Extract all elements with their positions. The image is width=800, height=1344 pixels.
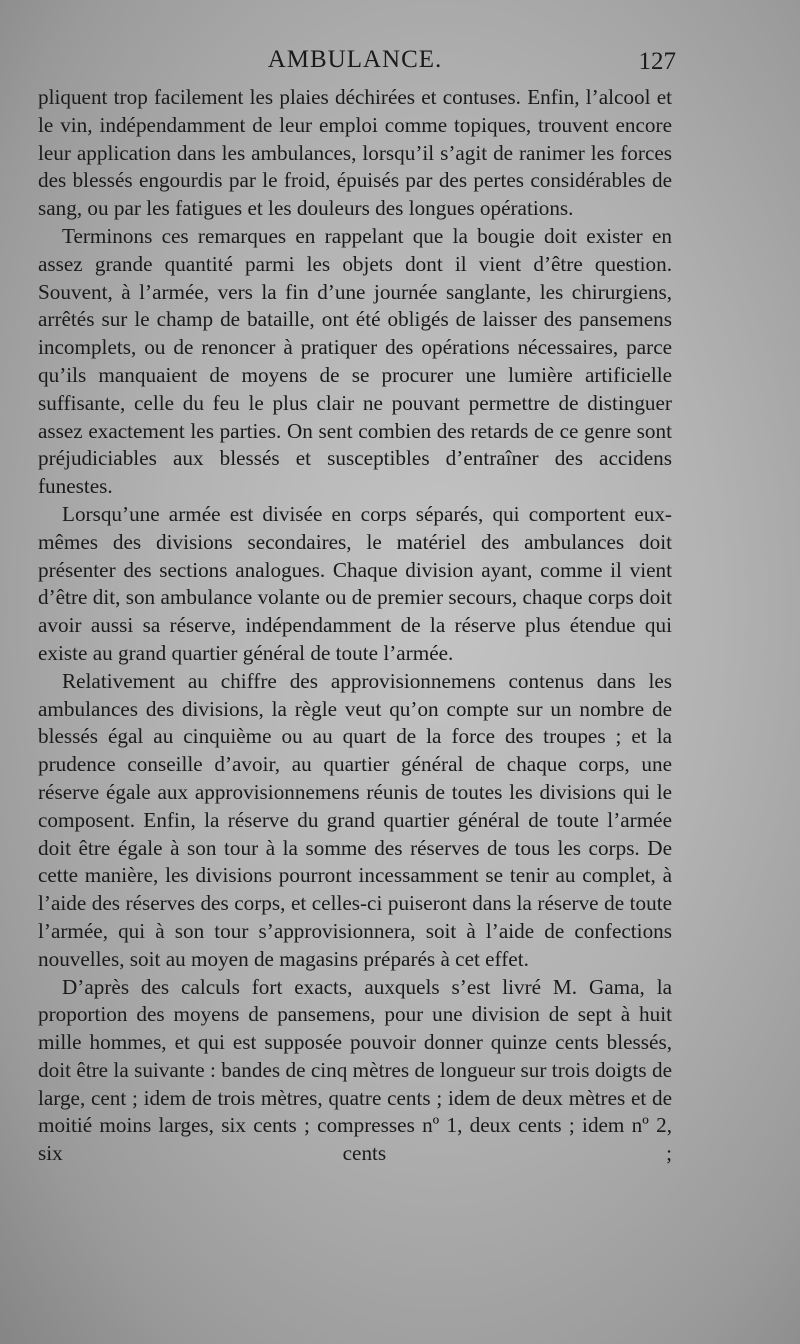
book-page [38, 44, 676, 1168]
paragraph-alcohol-wine: pliquent trop facilement les plaies déchirées et contuses. Enfin, l’alcool et le vin, indépendamment de leur emploi comme topiques, trouvent encore leur application dans les ambulances, lorsqu’il s’agit de ranimer les forces des blessés engourdis par le froid, épuisés par des pertes considérables de sang, ou par les fatigues et les douleurs des longues opérations. [38, 85, 672, 221]
paragraph-gama-calculations: D’après des calculs fort exacts, auxquels s’est livré M. Gama, la proportion des moyens de pansemens, pour une division de sept à huit mille hommes, et qui est supposée pouvoir donner quinze cents blessés, doit être la suivante : bandes de cinq mètres de longueur sur trois doigts de large, cent ; idem de trois mètres, quatre cents ; idem de deux mètres et de moitié moins larges, six cents ; compresses nº 1, deux cents ; idem nº 2, six cents ; [38, 974, 672, 1166]
page-number: 127 [638, 48, 676, 75]
paragraph-army-divisions: Lorsqu’une armée est divisée en corps séparés, qui comportent eux-mêmes des divisions secondaires, le matériel des ambulances doit présenter des sections analogues. Chaque division ayant, comme il vient d’être dit, son ambulance volante ou de premier secours, chaque corps doit avoir aussi sa réserve, indépendamment de la réserve plus étendue qui existe au grand quartier général de toute l’armée. [38, 501, 672, 665]
page-header [38, 44, 676, 84]
paragraph-candles: Terminons ces remarques en rappelant que la bougie doit exister en assez grande quantité parmi les objets dont il vient d’être question. Souvent, à l’armée, vers la fin d’une journée sanglante, les chirurgiens, arrêtés sur le champ de bataille, ont été obligés de laisser des pansemens incomplets, ou de renoncer à pratiquer des opérations nécessaires, parce qu’ils manquaient de moyens de se procurer une lumière artificielle suffisante, celle du feu le plus clair ne pouvant permettre de distinguer assez exactement les parties. On sent combien des retards de ce genre sont préjudiciables aux blessés et susceptibles d’entraîner des accidens funestes. [38, 223, 672, 499]
running-title: AMBULANCE. [267, 46, 443, 73]
body-text [38, 84, 672, 1168]
paragraph-supply-figures: Relativement au chiffre des approvisionnemens contenus dans les ambulances des divisions, la règle veut qu’on compte sur un nombre de blessés égal au cinquième ou au quart de la force des troupes ; et la prudence conseille d’avoir, au quartier général de chaque corps, une réserve égale aux approvisionnemens réunis de toutes les divisions qui le composent. Enfin, la réserve du grand quartier général de toute l’armée doit être égale à son tour à la somme des réserves de tous les corps. De cette manière, les divisions pourront incessamment se tenir au complet, à l’aide des réserves des corps, et celles-ci puiseront dans la réserve de toute l’armée, qui à son tour s’approvisionnera, soit à l’aide de confections nouvelles, soit au moyen de magasins préparés à cet effet. [38, 668, 672, 971]
